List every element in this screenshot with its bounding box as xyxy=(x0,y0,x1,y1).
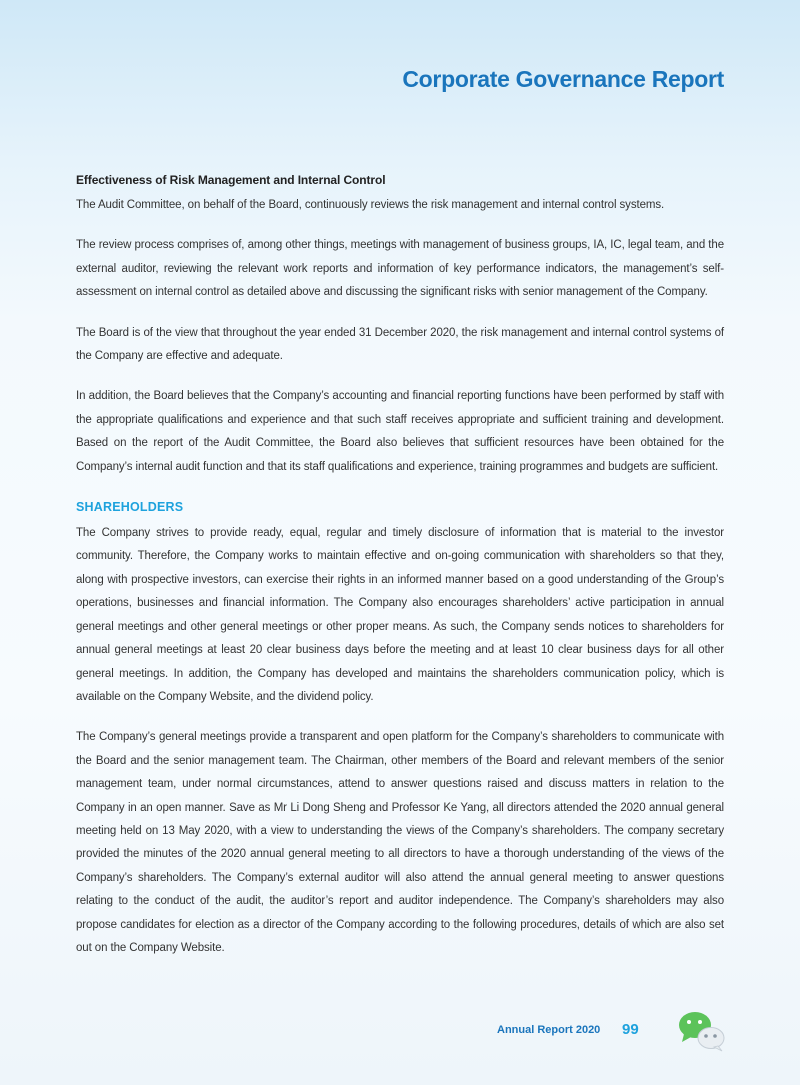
paragraph: The Board is of the view that throughout the year ended 31 December 2020, the risk management and internal control systems of the Company are effective and adequate. xyxy=(76,326,724,363)
section-heading-shareholders: SHAREHOLDERS xyxy=(76,500,184,515)
paragraph: The Company’s general meetings provide a transparent and open platform for the Company’s shareholders to communicate with the Board and the senior management team. The Chairman, other members of the Board and relevant members of the senior management team, under normal circumstances, attend to answer questions raised and discuss matters in relation to the Company in an open manner. Save as Mr Li Dong Sheng and Professor Ke Yang, all directors attended the 2020 annual general meeting held on 13 May 2020, with a view to understanding the views of the Company’s shareholders. The company secretary provided the minutes of the 2020 annual general meeting to all directors to have a thorough understanding of the views of the Company’s shareholders. The Company’s external auditor will also attend the annual general meeting to answer questions relating to the conduct of the audit, the auditor’s report and auditor independence. The Company’s shareholders may also propose candidates for election as a director of the Company according to the following procedures, details of which are also set out on the Company Website. xyxy=(76,731,724,954)
paragraph: The review process comprises of, among other things, meetings with management of business groups, IA, IC, legal team, and the external auditor, reviewing the relevant work reports and information of key performance indicators, the management’s self-assessment on internal control as detailed above and discussing the significant risks with senior management of the Company. xyxy=(76,239,724,299)
footer-report-label: Annual Report 2020 xyxy=(497,1024,601,1036)
paragraph: In addition, the Board believes that the Company’s accounting and financial reporting functions have been performed by staff with the appropriate qualifications and experience and that such staff receives appropriate and sufficient training and development. Based on the report of the Audit Committee, the Board also believes that sufficient resources have been obtained for the Company’s internal audit function and that its staff qualifications and experience, training programmes and budgets are sufficient. xyxy=(76,390,724,473)
chat-bubbles-icon xyxy=(678,1010,726,1052)
page-number: 99 xyxy=(622,1021,639,1038)
paragraph: The Audit Committee, on behalf of the Board, continuously reviews the risk management and internal control systems. xyxy=(76,199,665,211)
paragraph: The Company strives to provide ready, equal, regular and timely disclosure of information that is material to the investor community. Therefore, the Company works to maintain effective and on-going communication with shareholders so that they, along with prospective investors, can exercise their rights in an informed manner based on a good understanding of the Group’s operations, businesses and financial information. The Company also encourages shareholders’ active participation in annual general meetings and other general meetings or other proper means. As such, the Company sends notices to shareholders for annual general meetings at least 20 clear business days before the meeting and at least 10 clear business days for all other general meetings. In addition, the Company has developed and maintains the shareholders communication policy, which is available on the Company Website, and the dividend policy. xyxy=(76,527,724,703)
page-title: Corporate Governance Report xyxy=(402,66,724,92)
report-body xyxy=(76,170,724,977)
section-heading-risk-management: Effectiveness of Risk Management and Internal Control xyxy=(76,173,386,187)
